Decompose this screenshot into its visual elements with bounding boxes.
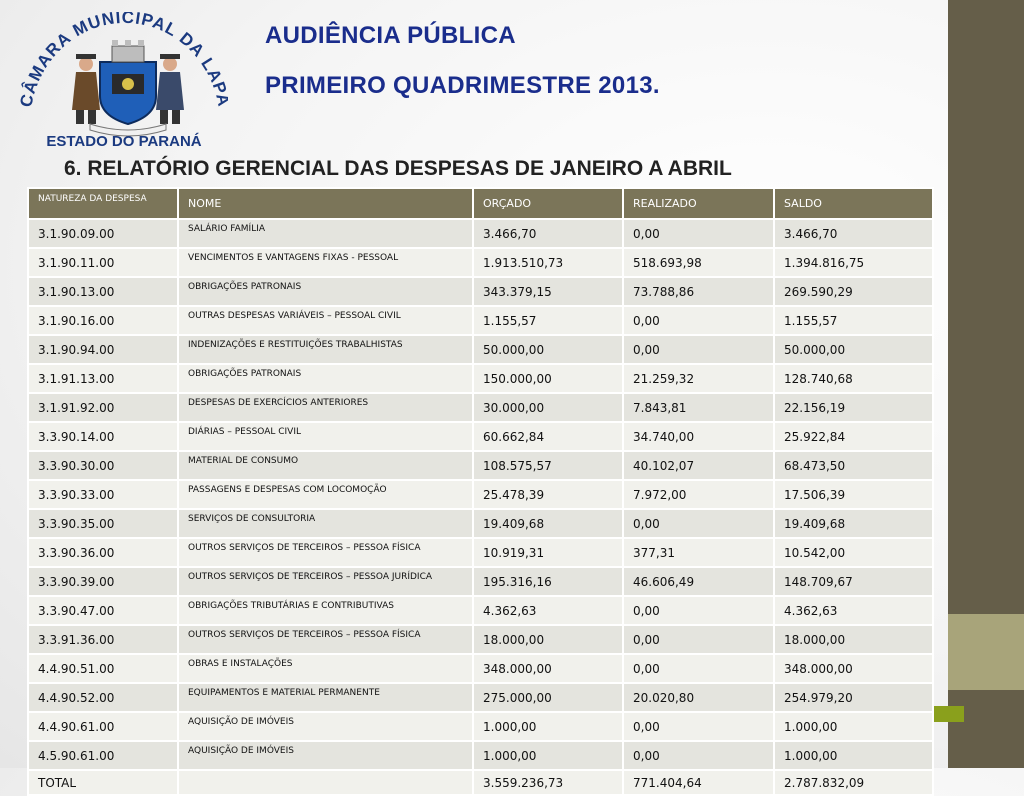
saldo-cell: 10.542,00 bbox=[774, 538, 933, 567]
saldo-cell: 22.156,19 bbox=[774, 393, 933, 422]
saldo-cell: 17.506,39 bbox=[774, 480, 933, 509]
orcado-cell: 19.409,68 bbox=[473, 509, 623, 538]
orcado-cell: 343.379,15 bbox=[473, 277, 623, 306]
realizado-cell: 34.740,00 bbox=[623, 422, 774, 451]
nome-cell: OUTRAS DESPESAS VARIÁVEIS – PESSOAL CIVIL bbox=[178, 306, 473, 335]
natureza-cell: 3.1.90.16.00 bbox=[28, 306, 178, 335]
natureza-cell: 4.4.90.61.00 bbox=[28, 712, 178, 741]
saldo-cell: 269.590,29 bbox=[774, 277, 933, 306]
table-row bbox=[28, 567, 933, 596]
orcado-cell: 1.000,00 bbox=[473, 741, 623, 770]
realizado-cell: 0,00 bbox=[623, 219, 774, 248]
realizado-cell: 40.102,07 bbox=[623, 451, 774, 480]
orcado-cell: 150.000,00 bbox=[473, 364, 623, 393]
realizado-cell: 73.788,86 bbox=[623, 277, 774, 306]
orcado-cell: 18.000,00 bbox=[473, 625, 623, 654]
orcado-cell: 10.919,31 bbox=[473, 538, 623, 567]
nome-cell: INDENIZAÇÕES E RESTITUIÇÕES TRABALHISTAS bbox=[178, 335, 473, 364]
table-row bbox=[28, 422, 933, 451]
chamber-logo bbox=[20, 12, 228, 150]
saldo-cell: 1.000,00 bbox=[774, 712, 933, 741]
table-row bbox=[28, 712, 933, 741]
realizado-cell: 0,00 bbox=[623, 306, 774, 335]
column-header-saldo: SALDO bbox=[774, 188, 933, 219]
natureza-cell: 3.1.90.11.00 bbox=[28, 248, 178, 277]
saldo-cell: 1.155,57 bbox=[774, 306, 933, 335]
saldo-cell: 1.000,00 bbox=[774, 741, 933, 770]
saldo-cell: 254.979,20 bbox=[774, 683, 933, 712]
saldo-cell: 19.409,68 bbox=[774, 509, 933, 538]
nome-cell: OBRAS E INSTALAÇÕES bbox=[178, 654, 473, 683]
natureza-cell: 4.4.90.52.00 bbox=[28, 683, 178, 712]
table-row bbox=[28, 654, 933, 683]
natureza-cell: 3.1.90.94.00 bbox=[28, 335, 178, 364]
natureza-cell: 3.1.91.13.00 bbox=[28, 364, 178, 393]
realizado-cell: 0,00 bbox=[623, 741, 774, 770]
orcado-cell: 50.000,00 bbox=[473, 335, 623, 364]
orcado-cell: 1.000,00 bbox=[473, 712, 623, 741]
nome-cell: OUTROS SERVIÇOS DE TERCEIROS – PESSOA FÍSICA bbox=[178, 625, 473, 654]
realizado-cell: 377,31 bbox=[623, 538, 774, 567]
orcado-cell: 25.478,39 bbox=[473, 480, 623, 509]
table-row bbox=[28, 509, 933, 538]
table-row bbox=[28, 277, 933, 306]
accent-square bbox=[932, 706, 964, 722]
natureza-cell: 3.3.90.14.00 bbox=[28, 422, 178, 451]
orcado-cell: 348.000,00 bbox=[473, 654, 623, 683]
table-header-row bbox=[28, 188, 933, 219]
nome-cell: DESPESAS DE EXERCÍCIOS ANTERIORES bbox=[178, 393, 473, 422]
total-orcado-cell: 3.559.236,73 bbox=[473, 770, 623, 795]
nome-cell: OBRIGAÇÕES TRIBUTÁRIAS E CONTRIBUTIVAS bbox=[178, 596, 473, 625]
realizado-cell: 0,00 bbox=[623, 596, 774, 625]
table-row bbox=[28, 335, 933, 364]
total-nome-cell bbox=[178, 770, 473, 795]
natureza-cell: 3.3.90.47.00 bbox=[28, 596, 178, 625]
saldo-cell: 148.709,67 bbox=[774, 567, 933, 596]
table-row bbox=[28, 393, 933, 422]
orcado-cell: 1.913.510,73 bbox=[473, 248, 623, 277]
column-header-realizado: REALIZADO bbox=[623, 188, 774, 219]
orcado-cell: 108.575,57 bbox=[473, 451, 623, 480]
expenses-table bbox=[27, 187, 934, 796]
table-row bbox=[28, 451, 933, 480]
saldo-cell: 348.000,00 bbox=[774, 654, 933, 683]
realizado-cell: 20.020,80 bbox=[623, 683, 774, 712]
logo-arc-text: ÂMARA MUNICIPAL DA LA bbox=[20, 12, 227, 97]
page-title-line2: PRIMEIRO QUADRIMESTRE 2013. bbox=[265, 72, 660, 99]
realizado-cell: 21.259,32 bbox=[623, 364, 774, 393]
realizado-cell: 0,00 bbox=[623, 712, 774, 741]
column-header-orcado: ORÇADO bbox=[473, 188, 623, 219]
nome-cell: OUTROS SERVIÇOS DE TERCEIROS – PESSOA FÍSICA bbox=[178, 538, 473, 567]
logo-bottom-text: ESTADO DO PARANÁ bbox=[46, 133, 202, 150]
section-title: 6. RELATÓRIO GERENCIAL DAS DESPESAS DE JANEIRO A ABRIL bbox=[64, 157, 732, 180]
total-saldo-cell: 2.787.832,09 bbox=[774, 770, 933, 795]
table-row bbox=[28, 596, 933, 625]
saldo-cell: 3.466,70 bbox=[774, 219, 933, 248]
saldo-cell: 18.000,00 bbox=[774, 625, 933, 654]
table-row bbox=[28, 625, 933, 654]
realizado-cell: 0,00 bbox=[623, 654, 774, 683]
nome-cell: VENCIMENTOS E VANTAGENS FIXAS - PESSOAL bbox=[178, 248, 473, 277]
table-row bbox=[28, 364, 933, 393]
orcado-cell: 4.362,63 bbox=[473, 596, 623, 625]
saldo-cell: 1.394.816,75 bbox=[774, 248, 933, 277]
realizado-cell: 7.843,81 bbox=[623, 393, 774, 422]
natureza-cell: 3.3.90.36.00 bbox=[28, 538, 178, 567]
saldo-cell: 25.922,84 bbox=[774, 422, 933, 451]
table-row bbox=[28, 683, 933, 712]
nome-cell: SALÁRIO FAMÍLIA bbox=[178, 219, 473, 248]
natureza-cell: 3.1.90.09.00 bbox=[28, 219, 178, 248]
natureza-cell: 3.3.91.36.00 bbox=[28, 625, 178, 654]
natureza-cell: 3.1.90.13.00 bbox=[28, 277, 178, 306]
total-realizado-cell: 771.404,64 bbox=[623, 770, 774, 795]
saldo-cell: 128.740,68 bbox=[774, 364, 933, 393]
nome-cell: AQUISIÇÃO DE IMÓVEIS bbox=[178, 741, 473, 770]
table-row bbox=[28, 306, 933, 335]
nome-cell: OUTROS SERVIÇOS DE TERCEIROS – PESSOA JURÍDICA bbox=[178, 567, 473, 596]
realizado-cell: 518.693,98 bbox=[623, 248, 774, 277]
orcado-cell: 195.316,16 bbox=[473, 567, 623, 596]
coat-of-arms-icon bbox=[20, 12, 228, 150]
nome-cell: PASSAGENS E DESPESAS COM LOCOMOÇÃO bbox=[178, 480, 473, 509]
natureza-cell: 3.3.90.30.00 bbox=[28, 451, 178, 480]
nome-cell: AQUISIÇÃO DE IMÓVEIS bbox=[178, 712, 473, 741]
realizado-cell: 7.972,00 bbox=[623, 480, 774, 509]
page-title-line1: AUDIÊNCIA PÚBLICA bbox=[265, 22, 516, 49]
table-row bbox=[28, 219, 933, 248]
nome-cell: OBRIGAÇÕES PATRONAIS bbox=[178, 364, 473, 393]
natureza-cell: 3.3.90.39.00 bbox=[28, 567, 178, 596]
saldo-cell: 50.000,00 bbox=[774, 335, 933, 364]
natureza-cell: 3.3.90.35.00 bbox=[28, 509, 178, 538]
table-row bbox=[28, 538, 933, 567]
nome-cell: EQUIPAMENTOS E MATERIAL PERMANENTE bbox=[178, 683, 473, 712]
natureza-cell: 4.5.90.61.00 bbox=[28, 741, 178, 770]
natureza-cell: 3.3.90.33.00 bbox=[28, 480, 178, 509]
saldo-cell: 4.362,63 bbox=[774, 596, 933, 625]
nome-cell: MATERIAL DE CONSUMO bbox=[178, 451, 473, 480]
nome-cell: OBRIGAÇÕES PATRONAIS bbox=[178, 277, 473, 306]
right-sidebar-light-block bbox=[948, 614, 1024, 690]
natureza-cell: 4.4.90.51.00 bbox=[28, 654, 178, 683]
saldo-cell: 68.473,50 bbox=[774, 451, 933, 480]
realizado-cell: 46.606,49 bbox=[623, 567, 774, 596]
total-row bbox=[28, 770, 933, 795]
table-body bbox=[28, 219, 933, 795]
total-natureza-cell: TOTAL bbox=[28, 770, 178, 795]
realizado-cell: 0,00 bbox=[623, 509, 774, 538]
natureza-cell: 3.1.91.92.00 bbox=[28, 393, 178, 422]
table-row bbox=[28, 248, 933, 277]
column-header-nome: NOME bbox=[178, 188, 473, 219]
orcado-cell: 30.000,00 bbox=[473, 393, 623, 422]
orcado-cell: 275.000,00 bbox=[473, 683, 623, 712]
nome-cell: SERVIÇOS DE CONSULTORIA bbox=[178, 509, 473, 538]
table-row bbox=[28, 741, 933, 770]
orcado-cell: 1.155,57 bbox=[473, 306, 623, 335]
orcado-cell: 60.662,84 bbox=[473, 422, 623, 451]
orcado-cell: 3.466,70 bbox=[473, 219, 623, 248]
column-header-natureza: NATUREZA DA DESPESA bbox=[28, 188, 178, 219]
nome-cell: DIÁRIAS – PESSOAL CIVIL bbox=[178, 422, 473, 451]
realizado-cell: 0,00 bbox=[623, 335, 774, 364]
table-row bbox=[28, 480, 933, 509]
realizado-cell: 0,00 bbox=[623, 625, 774, 654]
